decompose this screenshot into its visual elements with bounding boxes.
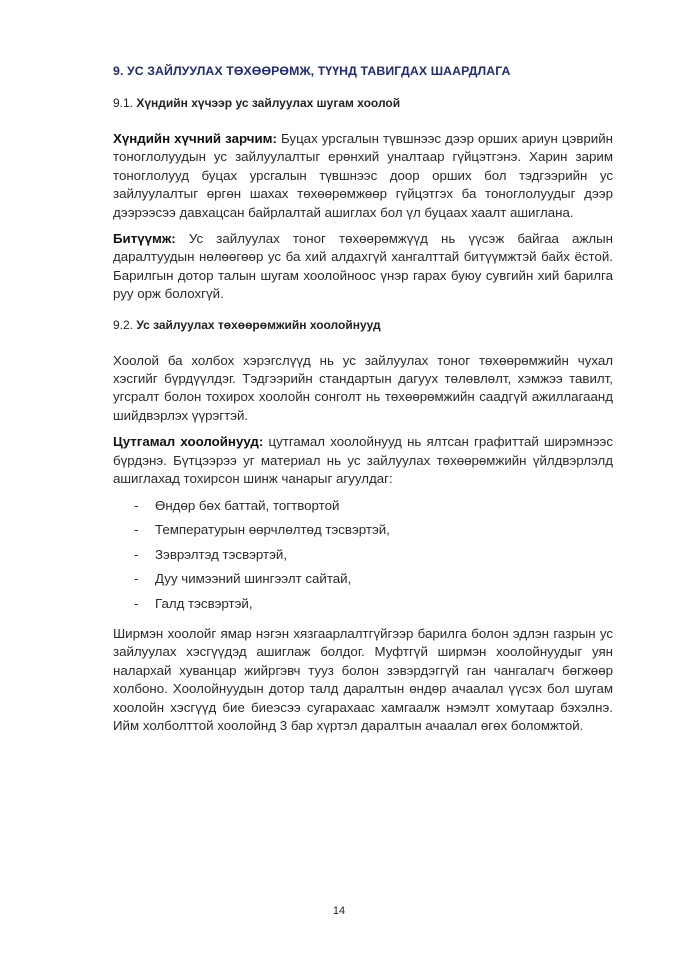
paragraph-lead: Хүндийн хүчний зарчим: [113, 131, 277, 146]
dash-bullet: - [134, 546, 139, 562]
dash-bullet: - [134, 522, 139, 537]
properties-list [113, 497, 613, 620]
paragraph-text: Ус зайлуулах тоног төхөөрөмжүүд нь үүсэж байгаа ажлын даралтуудын нөлөөгөөр ус ба хий алдахгүй хангалттай битүүмжтэй байх ёстой. Барилгын дотор талын шугам хоолойноос үнэр гарах буюу сувгийн хий барилга руу орж болохгүй. [113, 231, 613, 302]
paragraph-text: Ширмэн хоолойг ямар нэгэн хязгаарлалтгүйгээр барилга болон эдлэн газрын ус зайлуулах хэсгүүдэд ашиглаж болдог. Муфтгүй ширмэн хоолойнуудыг уян налархай хуванцар жийргэвч тууз болон зэвэрдэггүй ган чангалагч бөгжөөр холбоно. Хоолойнуудын дотор талд даралтын өндөр ачаалал үүсэх бол шугам хоолойн хэсгүүд бие биеэсээ сугарахаас хамгаалж нэмэлт хомутаар бэхэлнэ. Ийм холболттой хоолойнд 3 бар хүртэл даралтын ачаалал өгөх боломжтой. [113, 626, 613, 734]
list-item [113, 521, 613, 546]
page-number: 14 [332, 905, 346, 917]
subsection-title: Хүндийн хүчээр ус зайлуулах шугам хоолой [136, 96, 401, 110]
paragraph-cast-iron-usage [113, 625, 613, 735]
dash-bullet: - [134, 497, 139, 513]
subsection-9-2-heading [113, 318, 613, 332]
list-item-text: Зэврэлтэд тэсвэртэй, [155, 546, 288, 562]
paragraph-pipes-intro [113, 352, 613, 426]
paragraph-text: цутгамал хоолойнууд нь ялтсан графиттай ширэмнээс бүрдэнэ. Бүтцээрээ уг материал нь ус зайлуулах төхөөрөмжийн үйлдвэрлэлд ашиглахад тохирсон шинж чанарыг агуулдаг: [113, 434, 613, 487]
paragraph-sealing [113, 230, 613, 304]
list-item-text: Өндөр бөх баттай, тогтвортой [155, 497, 340, 513]
list-item [113, 570, 613, 595]
subsection-number: 9.2. [113, 317, 134, 332]
paragraph-text: Хоолой ба холбох хэрэгслүүд нь ус зайлуулах тоног төхөөрөмжийн чухал хэсгийг бүрдүүлдэг. Тэдгээрийн стандартын дагуух төлөвлөлт, хэмжээ тавилт, угсралт болон тохирох хоолойн сонголт нь төхөөрөмжийн саадгүй ажиллагаанд шийдвэрлэх үүрэгтэй. [113, 352, 613, 423]
dash-bullet: - [134, 595, 139, 611]
list-item-text: Дуу чимээний шингээлт сайтай, [155, 571, 352, 586]
list-item-text: Температурын өөрчлөлтөд тэсвэртэй, [155, 522, 390, 537]
page-content [113, 64, 613, 743]
dash-bullet: - [134, 571, 139, 586]
list-item [113, 497, 613, 522]
list-item [113, 546, 613, 571]
list-item [113, 595, 613, 620]
paragraph-cast-pipes [113, 433, 613, 488]
list-item-text: Галд тэсвэртэй, [155, 595, 253, 611]
section-title: 9. УС ЗАЙЛУУЛАХ ТӨХӨӨРӨМЖ, ТҮҮНД ТАВИГДАХ ШААРДЛАГА [113, 64, 511, 78]
paragraph-lead: Цутгамал хоолойнууд: [113, 434, 264, 450]
paragraph-gravity-principle [113, 130, 613, 222]
subsection-9-1-heading [113, 96, 613, 110]
paragraph-text: Буцах урсгалын түвшнээс дээр орших ариун цэврийн тоноглолуудын ус зайлуулалтыг ерөнхий уналтаар гүйцэтгэнэ. Харин зарим тоноглолууд буцах урсгалын түвшнээс доор орших бол тэдгээрийн ус зайлуулалтыг өргөн шахах төхөөрөмжөөр гүйцэтгэх ба тоноглолуудыг дээр дээрээсээ давхацсан байрлалтай ашиглах бол үл буцаах хаалт ашиглана. [113, 131, 613, 220]
paragraph-lead: Битүүмж: [113, 231, 176, 247]
subsection-title: Ус зайлуулах төхөөрөмжийн хоолойнууд [136, 317, 381, 332]
subsection-number: 9.1. [113, 96, 134, 110]
